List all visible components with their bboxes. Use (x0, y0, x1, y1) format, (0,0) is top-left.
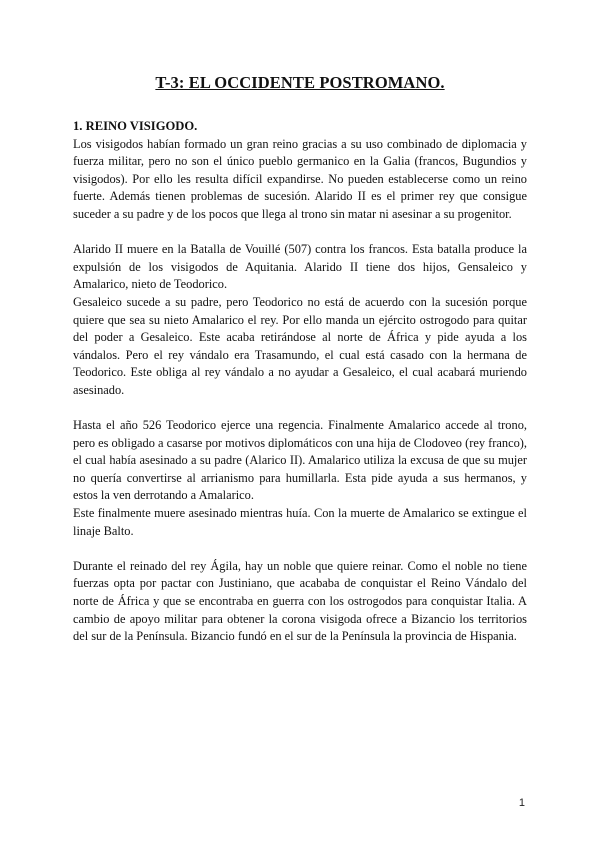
paragraph-spacer (73, 224, 527, 242)
paragraph-spacer (73, 400, 527, 418)
document-body (73, 118, 527, 646)
paragraph: Gesaleico sucede a su padre, pero Teodorico no está de acuerdo con la sucesión porque quiere que sea su nieto Amalarico el rey. Por ello manda un ejército ostrogodo para quitar del poder a Gesaleico. Este acaba retirándose al norte de África y pide ayuda a los vándalos. Pero el rey vándalo era Trasamundo, el cual está casado con la hermana de Teodorico. Este obliga al rey vándalo a no ayudar a Gesaleico, el cual acabará muriendo asesinado. (73, 294, 527, 397)
section-heading: 1. REINO VISIGODO. (73, 119, 198, 133)
page-number: 1 (518, 797, 525, 809)
paragraph: Hasta el año 526 Teodorico ejerce una regencia. Finalmente Amalarico accede al trono, pero es obligado a casarse por motivos diplomáticos con una hija de Clodoveo (rey franco), el cual había asesinado a su padre (Alarico II). Amalarico utiliza la excusa de que su mujer no quería convertirse al arrianismo para humillarla. Esta pide ayuda a sus hermanos, y estos la ven derrotando a Amalarico. (73, 418, 527, 503)
page-title: T-3: EL OCCIDENTE POSTROMANO. (155, 73, 445, 92)
paragraph: Alarido II muere en la Batalla de Vouillé (507) contra los francos. Esta batalla produce la expulsión de los visigodos de Aquitania. Alarido II tiene dos hijos, Gensaleico y Amalarico, nieto de Teodorico. (73, 242, 527, 292)
paragraph: Los visigodos habían formado un gran reino gracias a su uso combinado de diplomacia y fuerza militar, pero no son el único pueblo germanico en la Galia (francos, Bugundios y visigodos). Por ello les resulta difícil expandirse. No pueden establecerse como un reino fuerte. Además tienen problemas de sucesión. Alarido II es el primer rey que consigue suceder a su padre y de los pocos que llega al trono sin matar ni asesinar a su progenitor. (73, 136, 527, 221)
paragraph-spacer (73, 540, 527, 558)
paragraph: Este finalmente muere asesinado mientras huía. Con la muerte de Amalarico se extingue el linaje Balto. (73, 506, 527, 538)
paragraph: Durante el reinado del rey Ágila, hay un noble que quiere reinar. Como el noble no tiene fuerzas opta por pactar con Justiniano, que acababa de conquistar el Reino Vándalo del norte de África y que se encontraba en guerra con los ostrogodos para conquistar Italia. A cambio de apoyo militar para obtener la corona visigoda ofrece a Bizancio los territorios del sur de la Península. Bizancio fundó en el sur de la Península la provincia de Hispania. (73, 558, 527, 644)
